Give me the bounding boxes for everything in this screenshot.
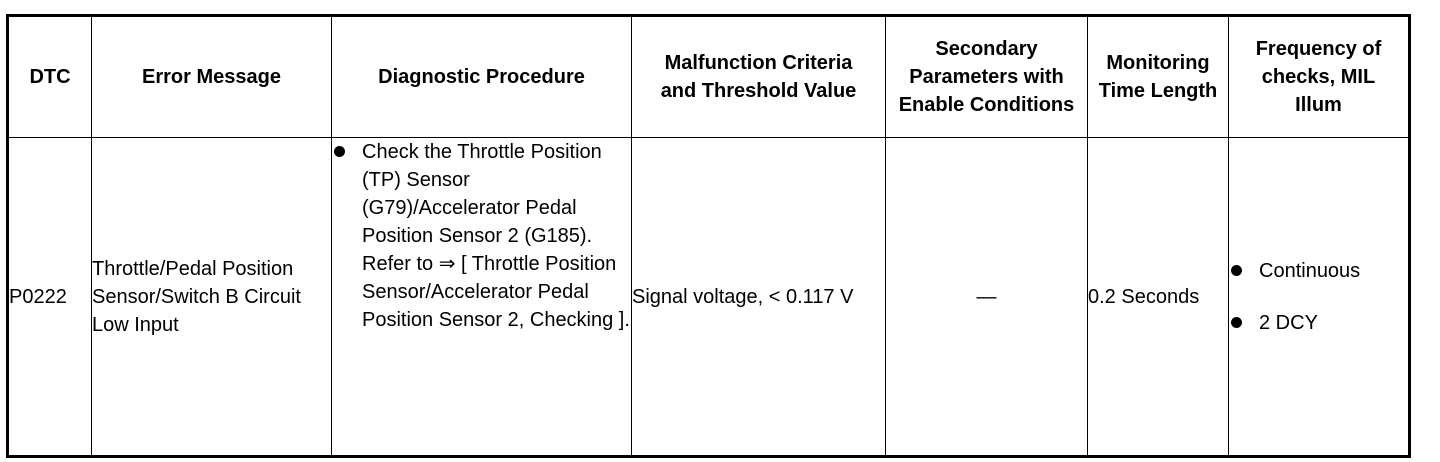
procedure-list	[332, 138, 631, 334]
dtc-table	[6, 14, 1411, 458]
header-monitoring-time: Monitoring Time Length	[1088, 16, 1229, 138]
procedure-text: Check the Throttle Position (TP) Sensor (G79)/Accelerator Pedal Position Sensor 2 (G185). Refer to ⇒ [ Throttle Position Sensor/Accelerator Pedal Position Sensor 2, Checking ].	[362, 141, 630, 331]
header-frequency: Frequency of checks, MIL Illum	[1229, 16, 1410, 138]
frequency-list	[1229, 257, 1408, 337]
cell-frequency	[1229, 138, 1410, 457]
header-malfunction-criteria: Malfunction Criteria and Threshold Value	[632, 16, 886, 138]
table-row	[8, 138, 1410, 457]
cell-error-message: Throttle/Pedal Position Sensor/Switch B Circuit Low Input	[92, 138, 332, 457]
cell-diagnostic-procedure	[332, 138, 632, 457]
frequency-item: 2 DCY	[1259, 311, 1318, 334]
header-diagnostic-procedure: Diagnostic Procedure	[332, 16, 632, 138]
bullet-icon	[1231, 317, 1242, 328]
cell-dtc: P0222	[8, 138, 92, 457]
list-item	[332, 138, 631, 334]
frequency-item: Continuous	[1259, 259, 1361, 282]
header-error-message: Error Message	[92, 16, 332, 138]
header-dtc: DTC	[8, 16, 92, 138]
cell-malfunction-criteria: Signal voltage, < 0.117 V	[632, 138, 886, 457]
list-item	[1229, 257, 1408, 285]
header-row	[8, 16, 1410, 138]
list-item	[1229, 309, 1408, 337]
bullet-icon	[1231, 265, 1242, 276]
bullet-icon	[334, 146, 345, 157]
dtc-table-page	[6, 14, 1408, 455]
header-secondary-parameters: Secondary Parameters with Enable Conditions	[886, 16, 1088, 138]
cell-monitoring-time: 0.2 Seconds	[1088, 138, 1229, 457]
cell-secondary-parameters: —	[886, 138, 1088, 457]
